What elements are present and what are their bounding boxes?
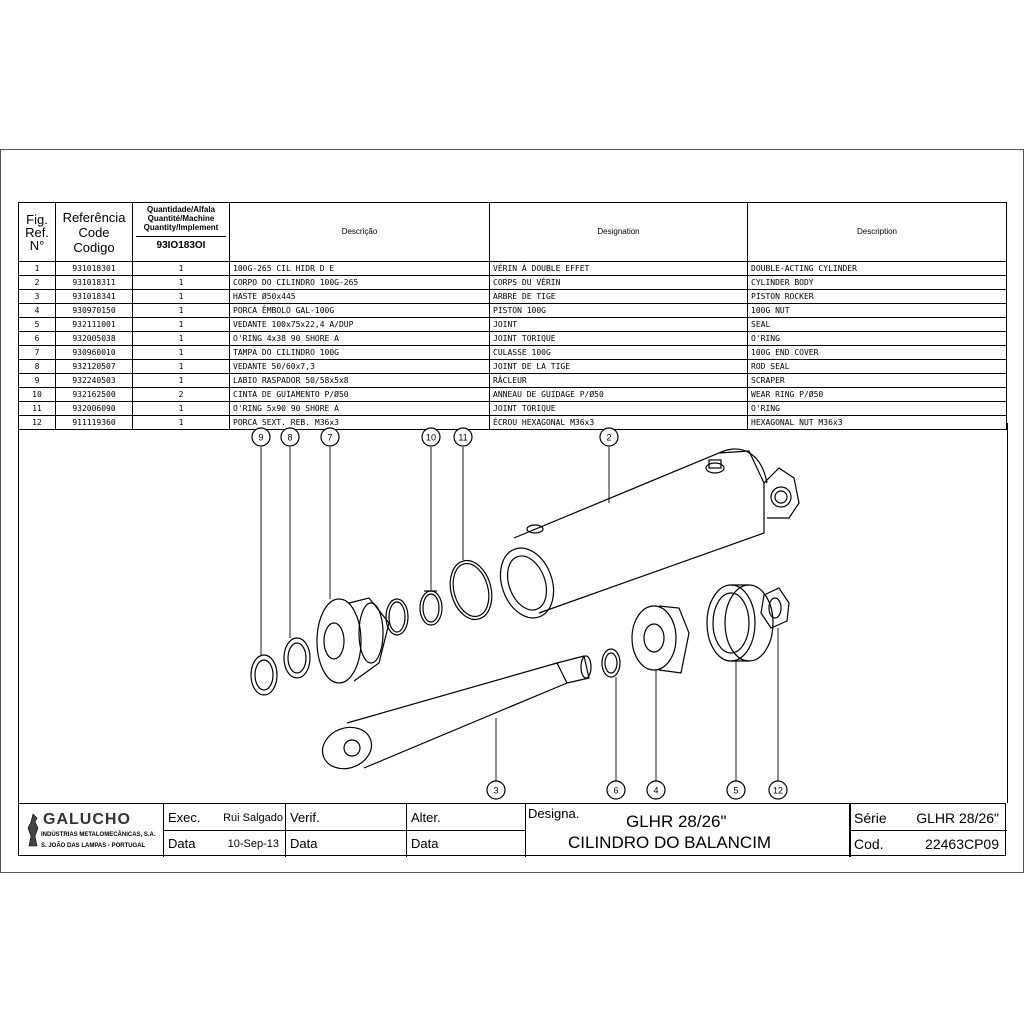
part-code: 911119360 [56,416,133,430]
quantity: 1 [133,262,230,276]
descricao: VEDANTE 50/60x7,3 [230,360,490,374]
table-row [19,402,1007,416]
company-name: GALUCHO [43,811,131,828]
wear-ring-10 [420,591,442,625]
header-code [56,203,133,262]
fig-no: 7 [19,346,56,360]
callout-label: 6 [613,785,619,796]
parts-rows [19,262,1007,430]
quantity: 1 [133,332,230,346]
part-code: 932006090 [56,402,133,416]
description: ROD SEAL [748,360,1007,374]
designation-block [526,804,850,857]
table-row [19,262,1007,276]
header-no: N° [29,237,45,253]
callout-label: 4 [653,785,659,796]
part-code: 930970150 [56,304,133,318]
description: 100G NUT [748,304,1007,318]
company-sub1: INDÚSTRIAS METALOMECÂNICAS, S.A. [41,832,156,838]
quantity: 2 [133,388,230,402]
title-block [18,803,1006,856]
header-referencia: Referência [62,209,126,225]
designation: CULASSE 100G [490,346,748,360]
header-fig-ref [19,203,56,262]
callout-label: 10 [425,432,437,443]
exec-row [164,804,286,831]
description: 100G END COVER [748,346,1007,360]
designation: RÂCLEUR [490,374,748,388]
rooster-logo-icon [23,812,43,850]
fig-no: 8 [19,360,56,374]
header-fig: Fig. [26,211,48,227]
column-divider [850,804,851,857]
quantity: 1 [133,416,230,430]
designa-line2: CILINDRO DO BALANCIM [568,833,772,852]
quantity: 1 [133,346,230,360]
quantity: 1 [133,304,230,318]
header-description: Description [748,203,1007,262]
descricao: PORCA ÊMBOLO GAL-100G [230,304,490,318]
cod-value: 22463CP09 [925,836,999,852]
description: SEAL [748,318,1007,332]
piston-4 [632,606,689,673]
leader-lines [261,447,778,781]
callout-label: 12 [772,785,784,796]
description: WEAR RING P/Ø50 [748,388,1007,402]
fig-no: 5 [19,318,56,332]
designation: JOINT [490,318,748,332]
data-value: 10-Sep-13 [227,838,279,850]
descricao: TAMPA DO CILINDRO 100G [230,346,490,360]
fig-no: 6 [19,332,56,346]
designation: ANNEAU DE GUIDAGE P/Ø50 [490,388,748,402]
header-designation: Designation [490,203,748,262]
descricao: PORCA SEXT. REB. M36x3 [230,416,490,430]
verif-label: Verif. [290,810,320,825]
fig-no: 1 [19,262,56,276]
table-header-row [19,203,1007,262]
cod-label: Cod. [854,836,884,852]
cod-row [850,831,1007,857]
table-row [19,360,1007,374]
fig-no: 2 [19,276,56,290]
parts-table [18,202,1007,430]
seal-5 [707,585,773,661]
header-descricao: Descrição [230,203,490,262]
header-quant-pt: Quantidade/Alfala [146,205,215,214]
table-row [19,346,1007,360]
fig-no: 3 [19,290,56,304]
serie-row [850,804,1007,831]
machine-code: 93IO183OI [136,236,226,251]
designation: PISTON 100G [490,304,748,318]
description: O'RING [748,332,1007,346]
quantity: 1 [133,318,230,332]
table-row [19,290,1007,304]
cylinder-body [491,449,799,625]
descricao: LABIO RASPADOR 50/58x5x8 [230,374,490,388]
part-code: 931018341 [56,290,133,304]
alter-data-label: Data [411,836,439,851]
description: SCRAPER [748,374,1007,388]
descricao: O'RING 5x90 90 SHORE A [230,402,490,416]
part-code: 932240503 [56,374,133,388]
quantity: 1 [133,374,230,388]
callout-label: 3 [493,785,499,796]
quantity: 1 [133,360,230,374]
end-cover-7 [317,598,389,683]
fig-no: 4 [19,304,56,318]
part-code: 932005038 [56,332,133,346]
description: DOUBLE-ACTING CYLINDER [748,262,1007,276]
exploded-view-svg [19,423,1007,803]
table-row [19,304,1007,318]
callout-label: 7 [327,432,333,443]
serie-value: GLHR 28/26" [916,810,999,826]
designation: JOINT TORIQUE [490,332,748,346]
quantity: 1 [133,290,230,304]
company-sub2: S. JOÃO DAS LAMPAS - PORTUGAL [41,843,146,849]
descricao: VEDANTE 100x75x22,4 A/DUP [230,318,490,332]
descricao: 100G-265 CIL HIDR D E [230,262,490,276]
designation: JOINT DE LA TIGE [490,360,748,374]
part-code: 930960010 [56,346,133,360]
table-row [19,276,1007,290]
description: CYLINDER BODY [748,276,1007,290]
descricao: O'RING 4x38 90 SHORE A [230,332,490,346]
exec-date-row [164,831,286,857]
verif-date-row [286,831,407,857]
designation: ARBRE DE TIGE [490,290,748,304]
designa-line1: GLHR 28/26" [626,812,727,831]
quantity: 1 [133,276,230,290]
designation: CORPS DU VÉRIN [490,276,748,290]
alter-label: Alter. [411,810,441,825]
header-code-en: Code [78,224,110,240]
part-code: 932120507 [56,360,133,374]
oring-11 [444,556,498,624]
part-code: 931018311 [56,276,133,290]
header-quant-en: Quantity/Implement [143,223,219,232]
exploded-view [18,423,1008,803]
description: O'RING [748,402,1007,416]
description: PISTON ROCKER [748,290,1007,304]
alter-date-row [407,831,526,857]
part-code: 932162500 [56,388,133,402]
data-label: Data [168,836,196,851]
part-code: 932111001 [56,318,133,332]
part-code: 931018301 [56,262,133,276]
hex-nut-12 [761,588,789,628]
fig-no: 11 [19,402,56,416]
verif-data-label: Data [290,836,318,851]
designation: JOINT TORIQUE [490,402,748,416]
callout-label: 9 [258,432,264,443]
fig-no: 10 [19,388,56,402]
serie-label: Série [854,810,887,826]
table-row [19,388,1007,402]
callout-label: 11 [458,432,468,443]
descricao: HASTE Ø50x445 [230,290,490,304]
verif-row [286,804,407,831]
table-row [19,374,1007,388]
alter-row [407,804,526,831]
exec-label: Exec. [168,810,201,825]
company-block [19,804,164,857]
callout-label: 8 [287,432,293,443]
exec-value: Rui Salgado [223,812,283,824]
designation: VÉRIN À DOUBLE EFFET [490,262,748,276]
table-row [19,332,1007,346]
quantity: 1 [133,402,230,416]
callout-label: 2 [606,432,612,443]
fig-no: 12 [19,416,56,430]
description: HEXAGONAL NUT M36x3 [748,416,1007,430]
wear-ring-10b [386,599,408,635]
designation: ÉCROU HEXAGONAL M36x3 [490,416,748,430]
designa-label: Designa. [528,806,580,821]
descricao: CINTA DE GUIAMENTO P/Ø50 [230,388,490,402]
table-row [19,318,1007,332]
header-ref: Ref. [25,224,49,240]
header-quant-fr: Quantité/Machine [147,214,215,223]
fig-no: 9 [19,374,56,388]
header-quantity [133,203,230,262]
header-codigo: Codigo [73,239,115,255]
callout-label: 5 [733,785,739,796]
descricao: CORPO DO CILINDRO 100G-265 [230,276,490,290]
piston-rod-3 [317,656,591,775]
